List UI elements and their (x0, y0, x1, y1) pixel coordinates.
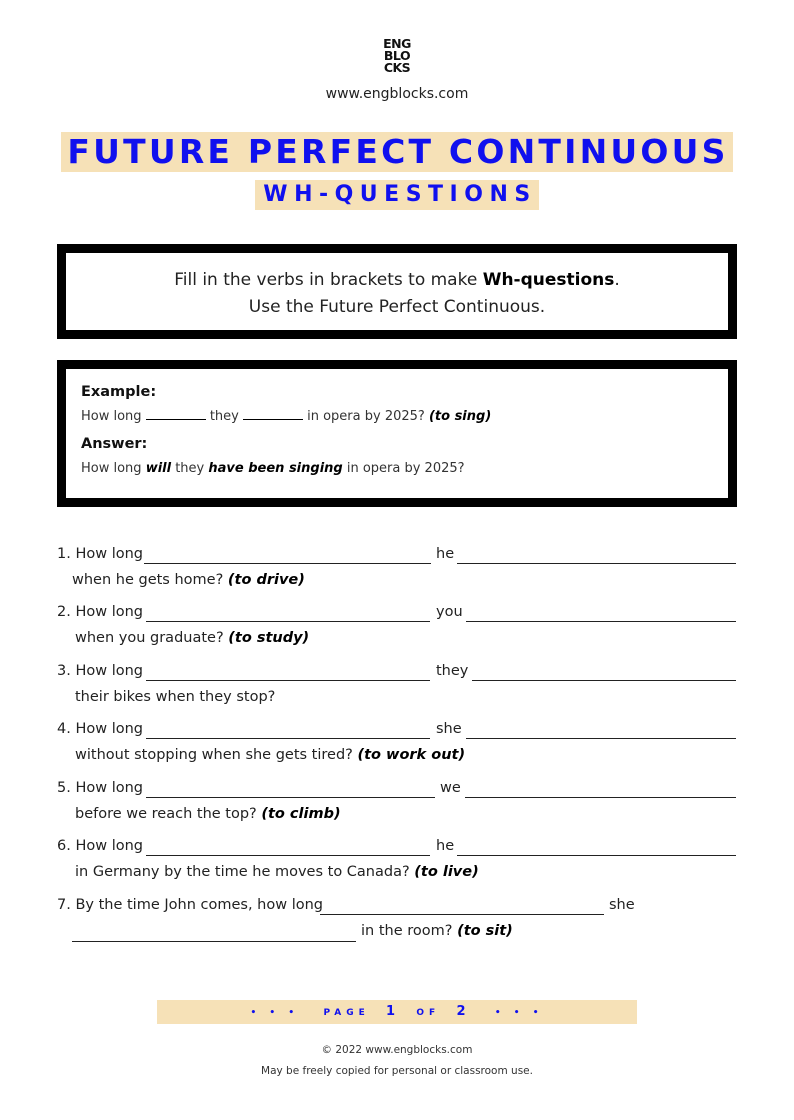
question-subject: you (436, 604, 463, 620)
question-subject: he (436, 838, 455, 854)
answer-label: Answer: (81, 436, 148, 452)
logo-line-2: BLO (383, 48, 411, 63)
copyright: © 2022 www.engblocks.com (321, 1044, 473, 1056)
example-label: Example: (81, 384, 157, 400)
example-blank-1 (146, 408, 206, 420)
engblocks-logo (378, 38, 416, 74)
example-question: How long they in opera by 2025? (to sing) (81, 409, 492, 424)
example-box (57, 360, 737, 507)
answer-blank[interactable] (72, 941, 356, 942)
example-hint: (to sing) (428, 409, 492, 424)
page-word: PAGE (323, 1008, 370, 1018)
answer-blank[interactable] (466, 738, 736, 739)
answer-blank[interactable] (472, 680, 736, 681)
example-answer: How long will they have been singing in opera by 2025? (81, 461, 465, 476)
question-5: 5. How long we before we reach the top? (to climb) (57, 780, 737, 830)
instructions-line-2: Use the Future Perfect Continuous. (248, 297, 546, 317)
dots-right: • • • (494, 1008, 544, 1018)
instructions-line-1: Fill in the verbs in brackets to make Wh-questions. (174, 270, 620, 290)
answer-blank[interactable] (146, 621, 430, 622)
of-word: OF (416, 1008, 441, 1018)
instructions-box (57, 244, 737, 339)
question-4: 4. How long she without stopping when she gets tired? (to work out) (57, 721, 737, 771)
page-number: 1 (386, 1004, 401, 1019)
question-7: 7. By the time John comes, how long she in the room? (to sit) (57, 897, 737, 947)
worksheet-title: FUTURE PERFECT CONTINUOUS (61, 132, 732, 172)
verb-hint: (to drive) (227, 572, 305, 588)
answer-blank[interactable] (146, 855, 430, 856)
question-6: 6. How long he in Germany by the time he moves to Canada? (to live) (57, 838, 737, 888)
verb-hint: (to study) (228, 630, 310, 646)
answer-blank[interactable] (457, 855, 736, 856)
instructions-bold-term: Wh-questions (482, 270, 615, 290)
question-subject: we (440, 780, 461, 796)
answer-blank[interactable] (146, 680, 430, 681)
logo-line-1: ENG (383, 36, 411, 51)
site-url[interactable]: www.engblocks.com (325, 86, 469, 102)
worksheet-subtitle: WH-QUESTIONS (255, 180, 538, 210)
question-subject: she (609, 897, 635, 913)
answer-blank[interactable] (457, 563, 736, 564)
license-note: May be freely copied for personal or classroom use. (261, 1065, 533, 1077)
answer-blank[interactable] (144, 563, 431, 564)
logo-line-3: CKS (383, 60, 411, 75)
answer-blank[interactable] (146, 797, 435, 798)
verb-hint: (to climb) (261, 806, 341, 822)
answer-blank[interactable] (465, 797, 736, 798)
page-indicator (157, 1000, 637, 1024)
verb-hint: (to work out) (357, 747, 466, 763)
answer-blank[interactable] (320, 914, 604, 915)
answer-blank[interactable] (466, 621, 736, 622)
question-2: 2. How long you when you graduate? (to study) (57, 604, 737, 654)
question-subject: he (436, 546, 455, 562)
verb-hint: (to sit) (457, 923, 513, 939)
question-1: 1. How long he when he gets home? (to drive) (57, 546, 737, 596)
question-3: 3. How long they their bikes when they stop? (57, 663, 737, 713)
page-total: 2 (456, 1004, 471, 1019)
example-blank-2 (243, 408, 303, 420)
question-subject: they (436, 663, 469, 679)
question-subject: she (436, 721, 462, 737)
verb-hint: (to live) (414, 864, 479, 880)
dots-left: • • • (250, 1008, 300, 1018)
answer-blank[interactable] (146, 738, 430, 739)
